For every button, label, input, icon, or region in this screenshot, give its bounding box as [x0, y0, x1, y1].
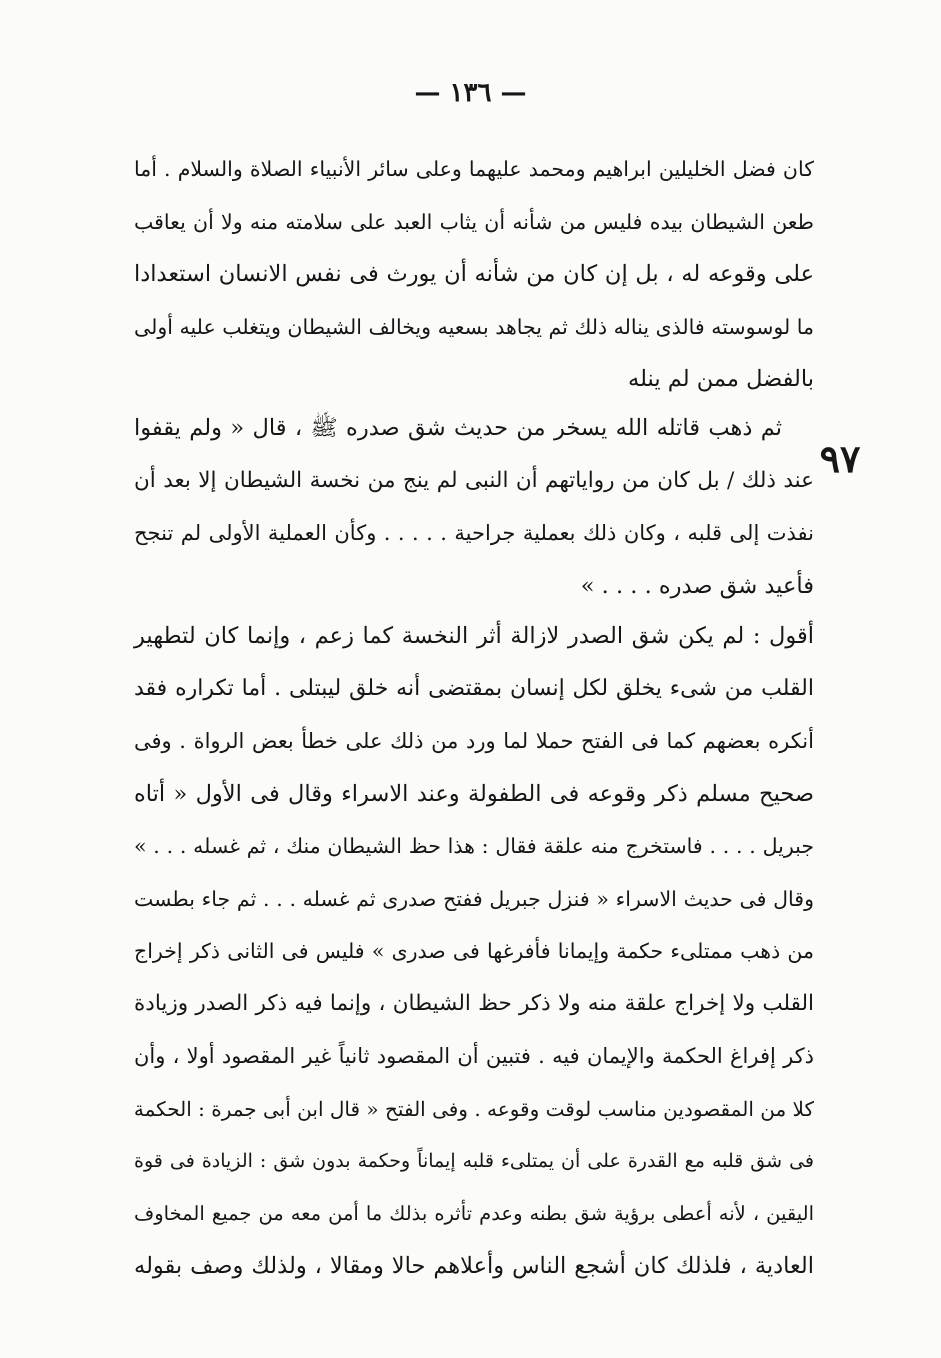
- text-line: أنكره بعضهم كما فى الفتح حملا لما ورد من ذلك على خطأ بعض الرواة . وفى: [134, 729, 814, 753]
- margin-reference-number: ٩٧: [819, 436, 861, 481]
- text-line: القلب ولا إخراج علقة منه ولا ذكر حظ الشيطان ، وإنما فيه ذكر الصدر وزيادة: [134, 990, 814, 1016]
- text-line: نفذت إلى قلبه ، وكان ذلك بعملية جراحية . . . . . وكأن العملية الأولى لم تنجح: [134, 521, 814, 545]
- text-line: من ذهب ممتلىء حكمة وإيمانا فأفرغها فى صدرى » فليس فى الثانى ذكر إخراج: [134, 939, 814, 963]
- text-line: جبريل . . . . فاستخرج منه علقة فقال : هذا حظ الشيطان منك ، ثم غسله . . . »: [134, 834, 814, 858]
- text-line: أقول : لم يكن شق الصدر لازالة أثر النخسة كما زعم ، وإنما كان لتطهير: [134, 623, 814, 649]
- text-line: فأعيد شق صدره . . . . »: [580, 572, 814, 599]
- text-line: فى شق قلبه مع القدرة على أن يمتلىء قلبه إيماناً وحكمة بدون شق : الزيادة فى قوة: [134, 1150, 814, 1172]
- text-line: بالفضل ممن لم ينله: [628, 366, 814, 392]
- text-line: صحيح مسلم ذكر وقوعه فى الطفولة وعند الاسراء وقال فى الأول « أتاه: [134, 780, 814, 807]
- text-line: وقال فى حديث الاسراء « فنزل جبريل ففتح صدرى ثم غسله . . . ثم جاء بطست: [134, 886, 814, 911]
- text-line: العادية ، فلذلك كان أشجع الناس وأعلاهم حالا ومقالا ، ولذلك وصف بقوله: [134, 1253, 814, 1279]
- paragraph-2: [134, 402, 814, 612]
- text-line: كان فضل الخليلين ابراهيم ومحمد عليهما وعلى سائر الأنبياء الصلاة والسلام . أما: [134, 157, 814, 181]
- paragraph-1: [134, 143, 814, 406]
- text-line: ما لوسوسته فالذى يناله ذلك ثم يجاهد بسعيه ويخالف الشيطان ويتغلب عليه أولى: [134, 314, 814, 339]
- text-line: القلب من شىء يخلق لكل إنسان بمقتضى أنه خلق ليبتلى . أما تكراره فقد: [134, 675, 814, 701]
- text-line: على وقوعه له ، بل إن كان من شأنه أن يورث فى نفس الانسان استعدادا: [134, 261, 814, 287]
- text-line: طعن الشيطان بيده فليس من شأنه أن يثاب العبد على سلامته منه ولا أن يعاقب: [134, 209, 814, 234]
- paragraph-3: [134, 610, 814, 1293]
- text-line: عند ذلك / بل كان من رواياتهم أن النبى لم ينج من نخسة الشيطان إلا بعد أن: [134, 467, 814, 493]
- text-line: ثم ذهب قاتله الله يسخر من حديث شق صدره ﷺ ، قال « ولم يقفوا: [134, 415, 782, 441]
- text-line: كلا من المقصودين مناسب لوقت وقوعه . وفى الفتح « قال ابن أبى جمرة : الحكمة: [133, 1096, 814, 1121]
- page-number: — ١٣٦ —: [414, 78, 527, 108]
- text-line: اليقين ، لأنه أعطى برؤية شق بطنه وعدم تأثره بذلك ما أمن معه من جميع المخاوف: [134, 1201, 814, 1225]
- text-line: ذكر إفراغ الحكمة والإيمان فيه . فتبين أن المقصود ثانياً غير المقصود أولا ، وأن: [134, 1044, 814, 1068]
